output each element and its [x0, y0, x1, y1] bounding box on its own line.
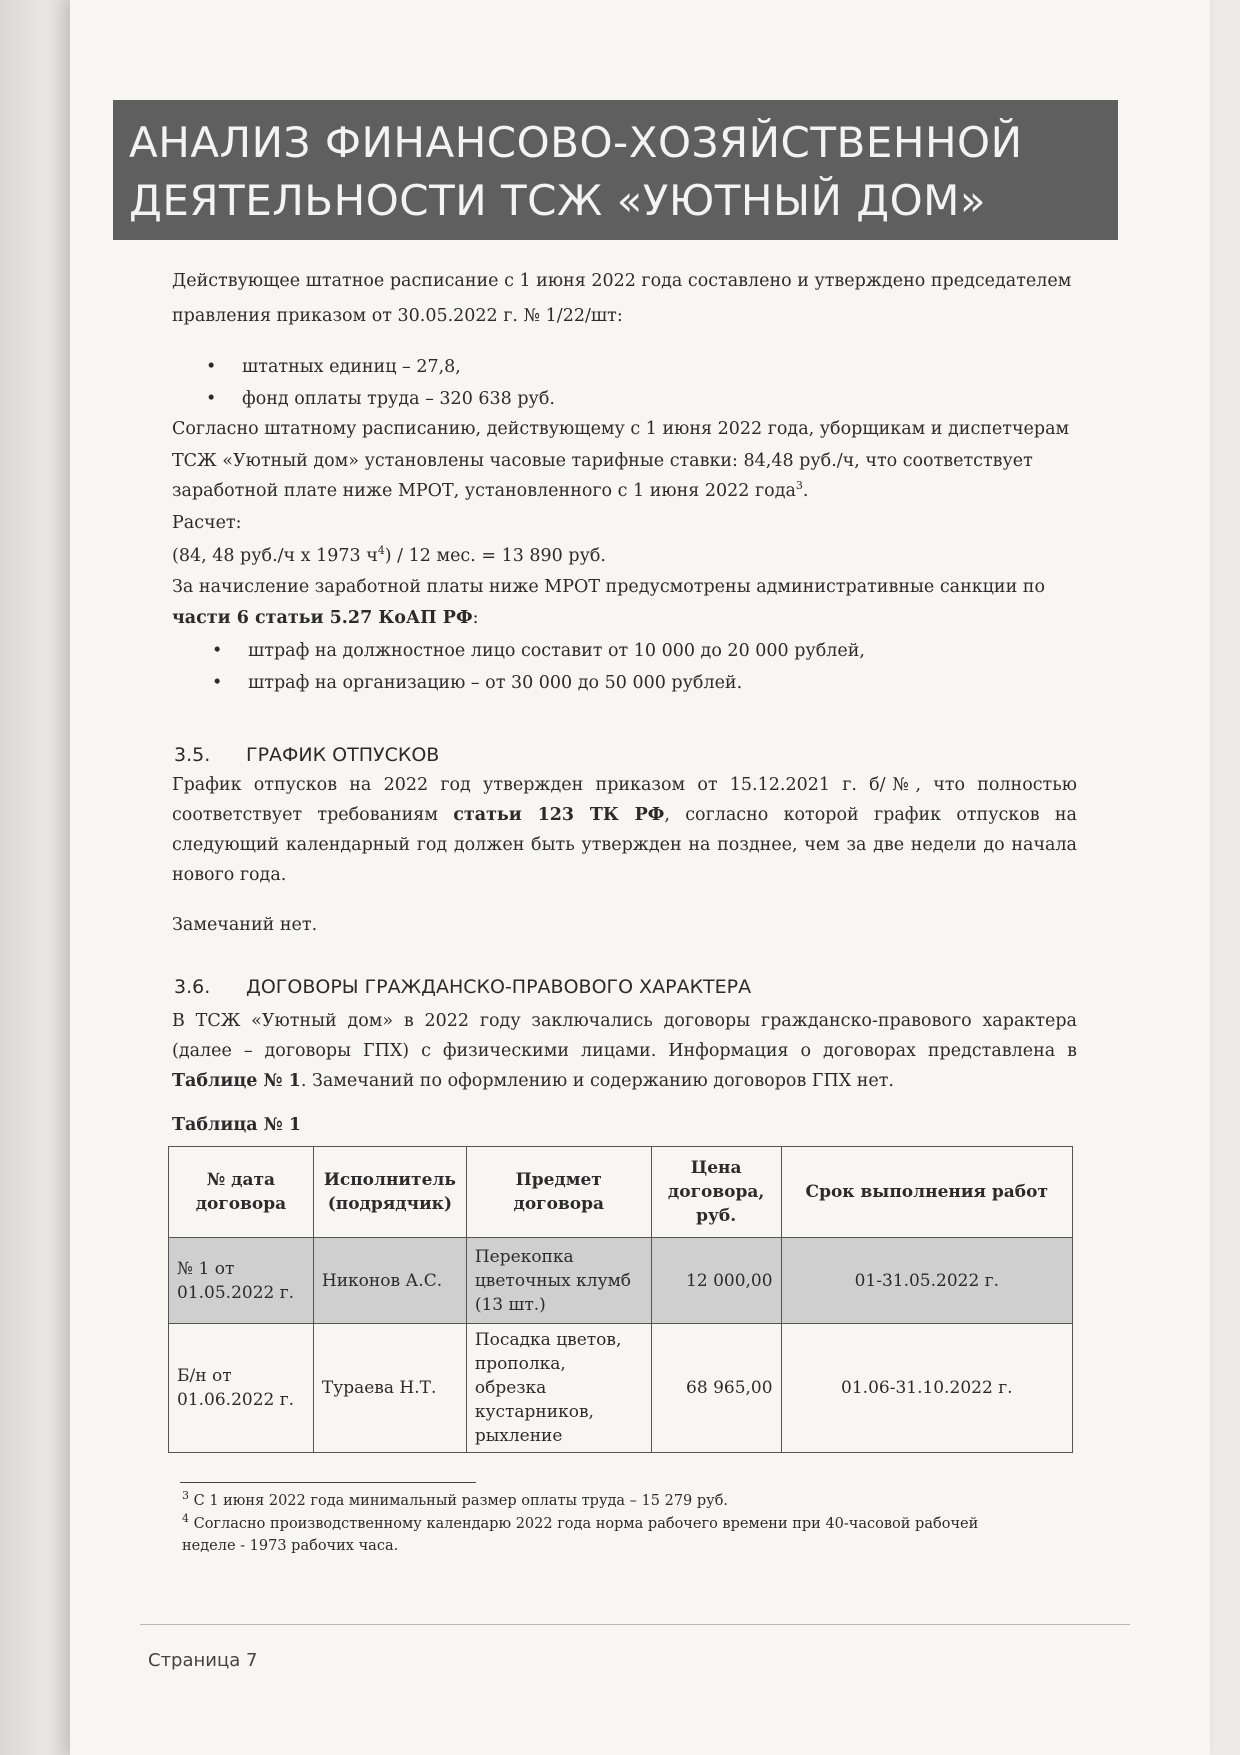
- table-cell: Б/н от 01.06.2022 г.: [169, 1324, 314, 1453]
- calc-formula: (84, 48 руб./ч х 1973 $ч^4) / 12$ мес. = 13 890 руб.: [172, 544, 606, 566]
- table-cell: 68 965,00: [651, 1324, 781, 1453]
- bullet-icon: •: [206, 357, 217, 377]
- intro-line-1: Действующее штатное расписание с 1 июня 2022 года составлено и утверждено председателем: [172, 271, 1072, 291]
- rates-line-3: заработной плате ниже МРОТ, установленного с 1 июня 2022 года$^3$.: [172, 479, 809, 501]
- section-3-6-paragraph: В ТСЖ «Уютный дом» в 2022 году заключались договоры гражданско-правового характера (далее – договоры ГПХ) с физическими лицами. Информация о договорах представлена в Таблице № 1. Замечаний по оформлению и содержанию договоров ГПХ нет.: [172, 1011, 1077, 1091]
- section-title: ДОГОВОРЫ ГРАЖДАНСКО-ПРАВОВОГО ХАРАКТЕРА: [246, 976, 752, 998]
- bullet-icon: •: [212, 673, 223, 693]
- sanctions-line-1: За начисление заработной платы ниже МРОТ предусмотрены административные санкции по: [172, 577, 1046, 597]
- list-item-text: фонд оплаты труда – 320 638 руб.: [242, 389, 555, 409]
- table-cell: № 1 от 01.05.2022 г.: [169, 1238, 314, 1324]
- contracts-table: [168, 1146, 1073, 1453]
- bullet-icon: •: [212, 641, 223, 661]
- table-caption: Таблица № 1: [172, 1115, 302, 1135]
- calc-label: Расчет:: [172, 513, 242, 533]
- page-title-banner: [113, 100, 1118, 240]
- section-3-5-note: Замечаний нет.: [172, 915, 318, 935]
- table-header-row: [169, 1147, 1073, 1238]
- footer-divider: [140, 1624, 1130, 1625]
- page-title-line-2: ДЕЯТЕЛЬНОСТИ ТСЖ «УЮТНЫЙ ДОМ»: [129, 176, 987, 225]
- table-cell: Никонов А.С.: [313, 1238, 466, 1324]
- section-title: ГРАФИК ОТПУСКОВ: [246, 744, 440, 766]
- footnote-divider: [180, 1482, 476, 1483]
- page-title-line-1: АНАЛИЗ ФИНАНСОВО-ХОЗЯЙСТВЕННОЙ: [129, 118, 1023, 167]
- column-header: № дата договора: [169, 1147, 314, 1238]
- section-number: 3.6.: [174, 976, 211, 998]
- footnote-3: $^3$ С 1 июня 2022 года минимальный размер оплаты труда – 15 279 руб.: [182, 1489, 729, 1509]
- table-cell: 01-31.05.2022 г.: [781, 1238, 1072, 1324]
- table-row: [169, 1324, 1073, 1453]
- column-header: Срок выполнения работ: [781, 1147, 1072, 1238]
- section-3-5-paragraph: График отпусков на 2022 год утвержден приказом от 15.12.2021 г. б/№, что полностью соответствует требованиям статьи 123 ТК РФ, согласно которой график отпусков на следующий календарный год должен быть утвержден на позднее, чем за две недели до начала нового года.: [172, 775, 1077, 885]
- sanctions-line-2: части 6 статьи 5.27 КоАП РФ:: [172, 608, 479, 628]
- table-cell: 01.06-31.10.2022 г.: [781, 1324, 1072, 1453]
- table-cell: Перекопка цветочных клумб (13 шт.): [466, 1238, 651, 1324]
- intro-line-2: правления приказом от 30.05.2022 г. № 1/22/шт:: [172, 306, 623, 326]
- table-cell: Посадка цветов, прополка, обрезка кустарников, рыхление: [466, 1324, 651, 1453]
- list-item-text: штатных единиц – 27,8,: [242, 357, 461, 377]
- rates-line-1: Согласно штатному расписанию, действующему с 1 июня 2022 года, уборщикам и диспетчерам: [172, 419, 1070, 439]
- list-item-text: штраф на должностное лицо составит от 10 000 до 20 000 рублей,: [248, 641, 865, 661]
- section-number: 3.5.: [174, 744, 211, 766]
- column-header: Предмет договора: [466, 1147, 651, 1238]
- footnote-4-continued: неделе - 1973 рабочих часа.: [182, 1538, 399, 1554]
- table-cell: Тураева Н.Т.: [313, 1324, 466, 1453]
- list-item-text: штраф на организацию – от 30 000 до 50 000 рублей.: [248, 673, 743, 693]
- footnote-4: $^4$ Согласно производственному календарю 2022 года норма рабочего времени при 40-часовой рабочей: [182, 1512, 979, 1532]
- column-header: Исполнитель (подрядчик): [313, 1147, 466, 1238]
- page-number: Страница 7: [148, 1650, 258, 1671]
- binding-edge: [0, 0, 70, 1755]
- table-row: [169, 1238, 1073, 1324]
- table-cell: 12 000,00: [651, 1238, 781, 1324]
- column-header: Цена договора, руб.: [651, 1147, 781, 1238]
- bullet-icon: •: [206, 389, 217, 409]
- rates-line-2: ТСЖ «Уютный дом» установлены часовые тарифные ставки: 84,48 руб./ч, что соответствует: [172, 451, 1033, 471]
